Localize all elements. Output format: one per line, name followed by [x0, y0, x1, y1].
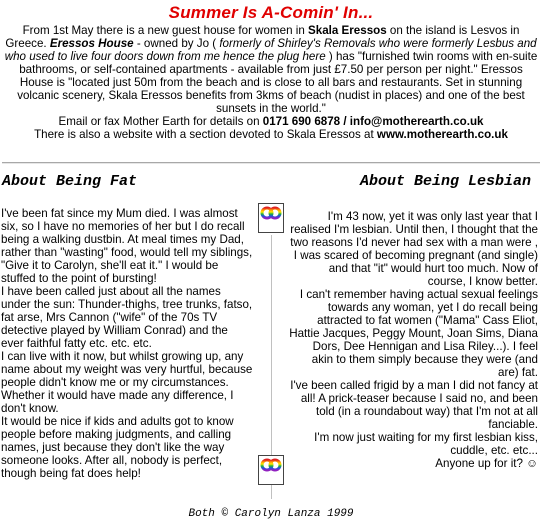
- heading-about-being-fat: About Being Fat: [2, 173, 138, 190]
- lesbian-paragraph: Anyone up for it? ☺: [435, 457, 538, 470]
- double-venus-symbol-icon: [258, 455, 284, 485]
- intro-aside: formerly of Shirley's Removals who were formerly Lesbus and who used to live four doors down from me hence the plug here: [4, 37, 537, 63]
- intro-house-name: Eressos House: [49, 37, 134, 50]
- intro-text: ) has "furnished twin rooms with en-suite bathrooms, or self-contained apartments - available from just £7.50 per person per night." Eressos House is "located just 50m from the beach and is close to all bars and restaurants. Set in stunning volcanic scenery, Skala Eressos benefits from 3kms of beach (nudist in places) and one of the best sunsets in the world.": [17, 50, 538, 115]
- section-divider: [2, 162, 540, 164]
- lesbian-paragraph: I've been called frigid by a man I did not fancy at all! A prick-teaser because I said no, and been told (in a roundabout way) that I'm not at all fanciable.: [290, 379, 538, 431]
- intro-text: - owned by Jo (: [133, 37, 220, 50]
- heading-about-being-lesbian: About Being Lesbian: [359, 173, 531, 190]
- column-about-being-fat: [1, 207, 253, 480]
- fat-paragraph: It would be nice if kids and adults got to know people before making judgments, and calling names, just because they don't like the way someone looks. After all, nobody is perfect, though being fat does help!: [1, 415, 234, 480]
- fat-paragraph: I've been fat since my Mum died. I was almost six, so I have no memories of her but I do recall being a walking dustbin. At meal times my Dad, rather than "wasting" food, would tell my siblings, "Give it to Carolyn, she'll eat it." I would be stuffed to the point of bursting!: [1, 207, 253, 285]
- website-link[interactable]: www.motherearth.co.uk: [376, 128, 508, 141]
- intro-place: Skala Eressos: [308, 24, 387, 37]
- lesbian-paragraph: I can't remember having actual sexual feelings towards any woman, yet I do recall being attracted to fat women ("Mama" Cass Eliot, Hattie Jacques, Peggy Mount, Joan Sims, Diana Dors, Dee Hennigan and Lisa Riley...). I feel akin to them simply because they were (and are) fat.: [289, 288, 538, 379]
- contact-details: 0171 690 6878 / info@motherearth.co.uk: [262, 115, 484, 128]
- fat-paragraph: I can live with it now, but whilst growing up, any name about my weight was very hurtful, because people didn't know me or my circumstances. Whether it would have made any difference, I don't know.: [1, 350, 253, 415]
- column-about-being-lesbian: [289, 210, 538, 470]
- intro-paragraph: [2, 24, 540, 141]
- lesbian-paragraph: I'm now just waiting for my first lesbian kiss, cuddle, etc. etc...: [314, 431, 538, 457]
- intro-text: From 1st May there is a new guest house for women in: [22, 24, 309, 37]
- double-venus-symbol-icon: [258, 203, 284, 233]
- contact-text: Email or fax Mother Earth for details on: [58, 115, 263, 128]
- page-headline: Summer Is A-Comin' In...: [168, 3, 374, 22]
- lesbian-paragraph: I'm 43 now, yet it was only last year that I realised I'm lesbian. Until then, I thought that the two reasons I'd never had sex with a man were , I was scared of becoming pregnant (and single) and that "it" would hurt too much. Now of course, I know better.: [290, 210, 538, 288]
- copyright-footer: Both © Carolyn Lanza 1999: [188, 508, 354, 520]
- fat-paragraph: I have been called just about all the names under the sun: Thunder-thighs, tree trunks, fatso, fat arse, Mrs Cannon ("wife" of the 70s TV detective played by William Conrad) and the ever faithful fatty etc. etc. etc.: [1, 285, 253, 350]
- website-text: There is also a website with a section devoted to Skala Eressos at: [34, 128, 377, 141]
- intro-text: on the island is Lesvos in Greece.: [5, 24, 520, 50]
